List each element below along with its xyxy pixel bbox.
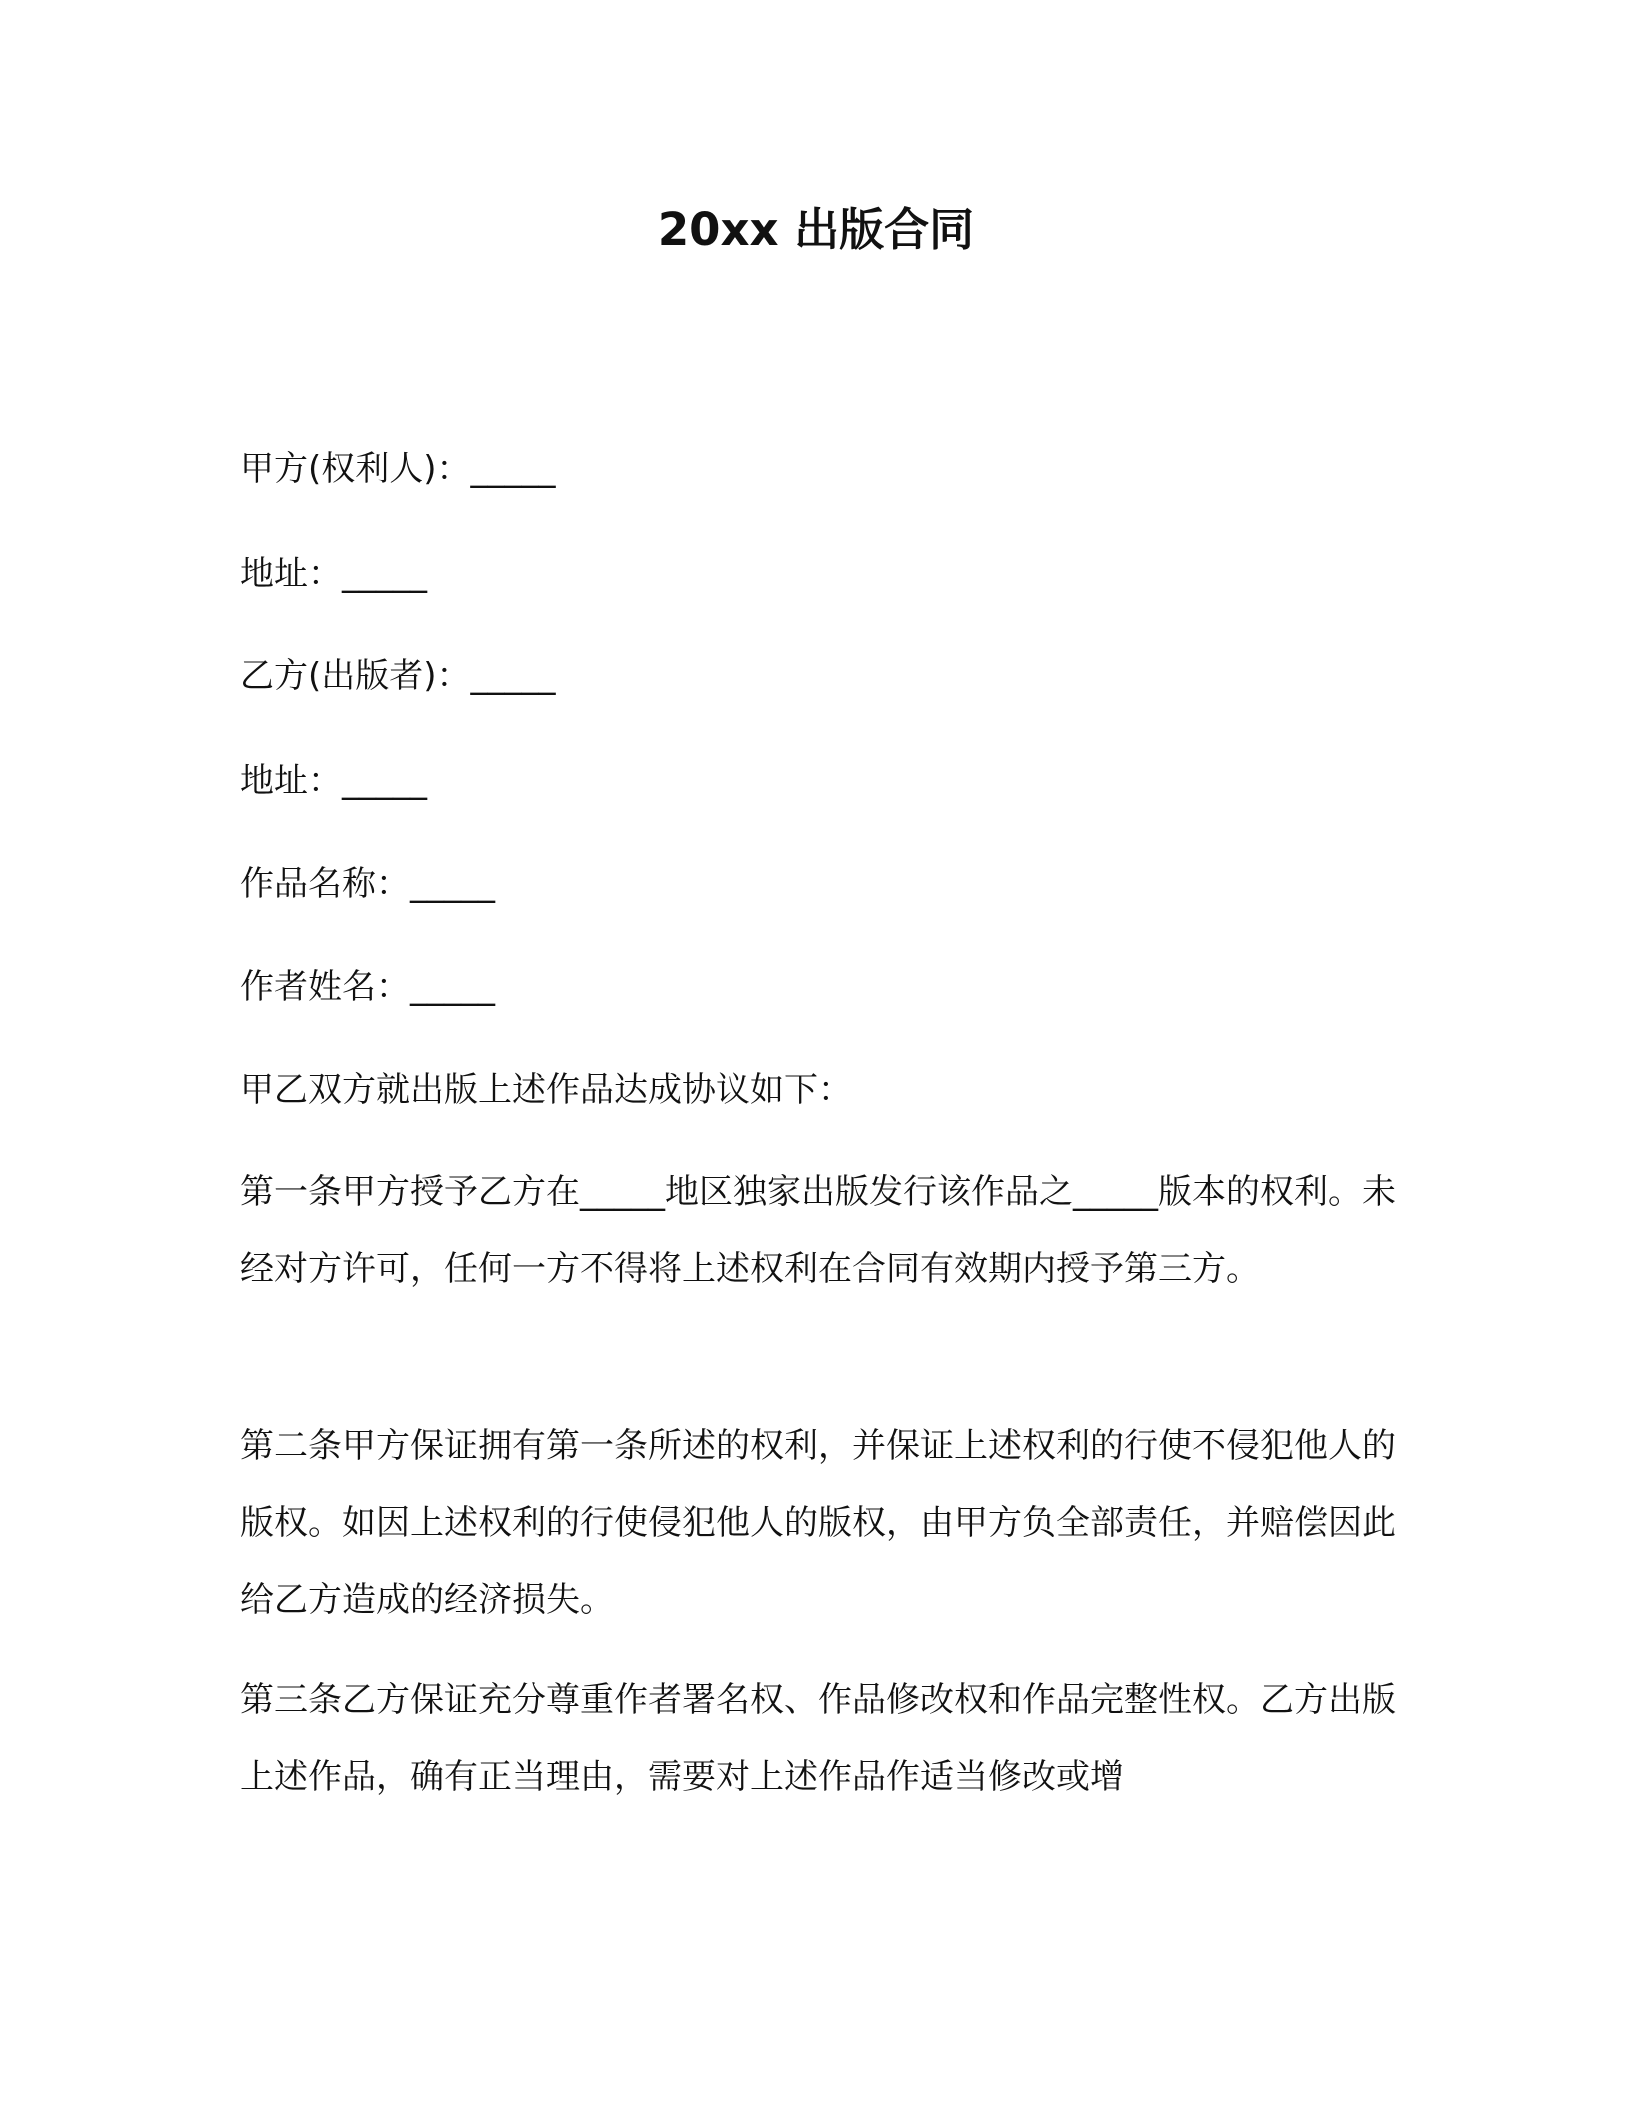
party-b-address-field: 地址：_____ xyxy=(240,761,427,801)
work-name-field: 作品名称：_____ xyxy=(240,864,495,904)
party-a-address-field: 地址：_____ xyxy=(240,554,427,594)
party-a-field: 甲方(权利人)：_____ xyxy=(240,449,556,489)
article-2: 第二条甲方保证拥有第一条所述的权利，并保证上述权利的行使不侵犯他人的版权。如因上述权利的行使侵犯他人的版权，由甲方负全部责任，并赔偿因此给乙方造成的经济损失。 xyxy=(240,1426,1396,1620)
author-name-field: 作者姓名：_____ xyxy=(240,967,495,1007)
article-3: 第三条乙方保证充分尊重作者署名权、作品修改权和作品完整性权。乙方出版上述作品，确有正当理由，需要对上述作品作适当修改或增 xyxy=(240,1680,1396,1797)
document-title: 20xx 出版合同 xyxy=(657,203,975,256)
party-b-field: 乙方(出版者)：_____ xyxy=(240,656,556,696)
agreement-intro: 甲乙双方就出版上述作品达成协议如下： xyxy=(240,1070,852,1110)
article-1: 第一条甲方授予乙方在_____地区独家出版发行该作品之_____版本的权利。未经对方许可，任何一方不得将上述权利在合同有效期内授予第三方。 xyxy=(240,1172,1396,1289)
